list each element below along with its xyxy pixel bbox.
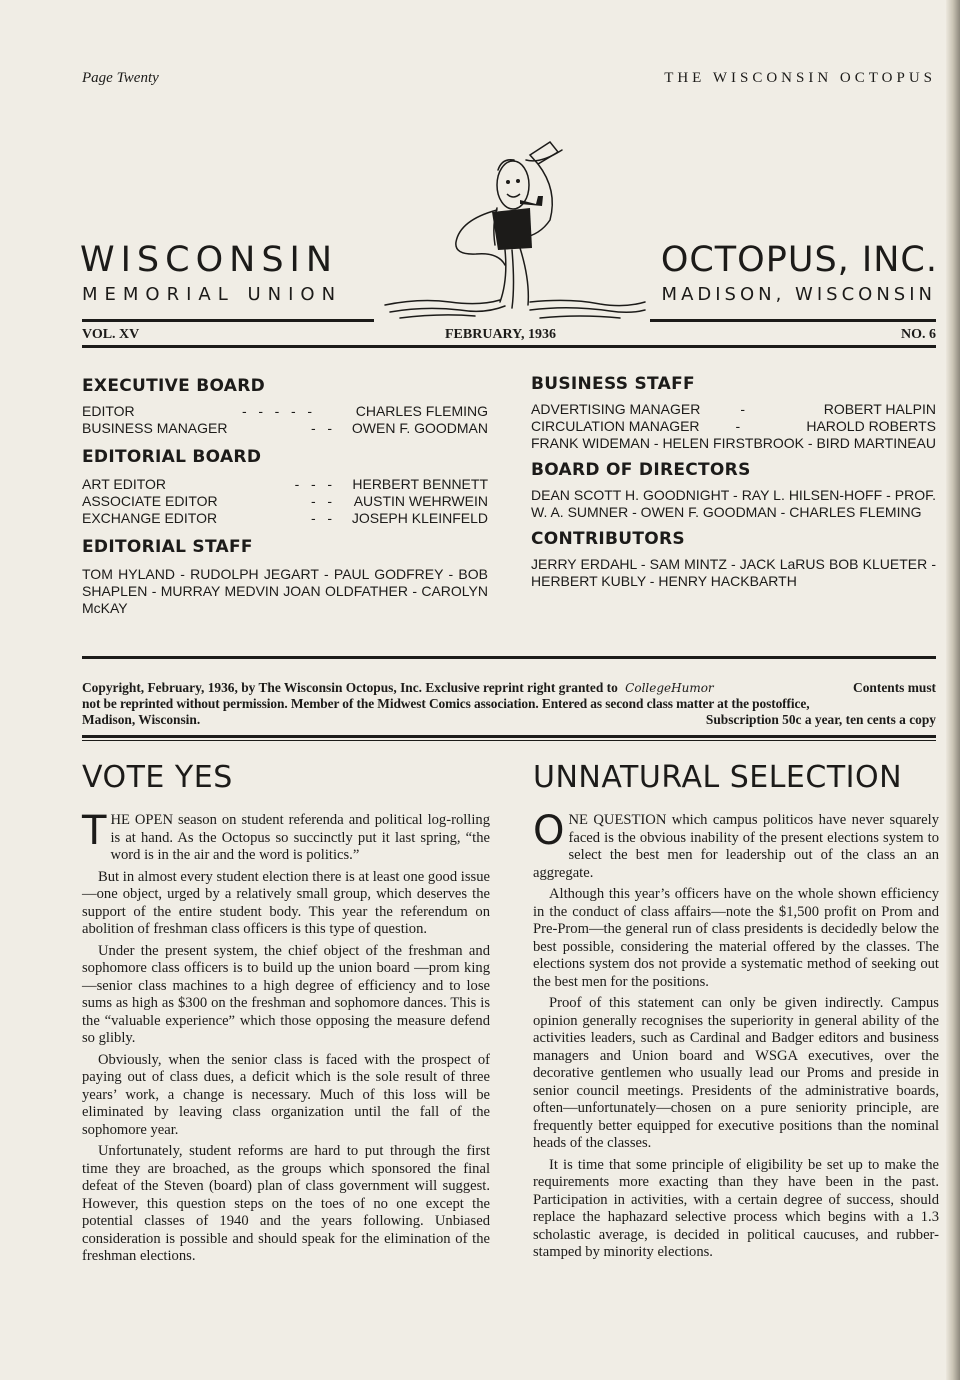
article-paragraph: Although this year’s officers have on the whole shown efficiency in the conduct of class affairs—note the $1,500 profit on Prom and Pre-Prom—the general run of class presidents is decidedly below the best possible, considering the material offered by the classes. The elections system dos not provide a systematic method of seeking out the best men for the positions. bbox=[533, 886, 939, 990]
staff-title: EDITOR bbox=[82, 403, 135, 419]
staff-dashes: - bbox=[740, 401, 745, 417]
article-paragraph: Proof of this statement can only be given indirectly. Campus opinion generally recognises the superiority in general ability of the activities leaders, such as Cardinal and Badger editors and business managers and Union board and WSGA executives, over the decorative gentlemen who usually lead our Proms and preside in senior council meetings. Presidents of the administrative boards, often—unfortunately—chosen on a pure seniority principle, are frequently better equipped for executive positions than the nominal heads of the classes. bbox=[533, 995, 939, 1151]
octopus-mascot-illustration bbox=[380, 130, 650, 325]
masthead-octopus-inc: OCTOPUS, INC. bbox=[660, 240, 938, 280]
staff-name: CHARLES FLEMING bbox=[355, 403, 488, 419]
board-of-directors-names: DEAN SCOTT H. GOODNIGHT - RAY L. HILSEN-HOFF - PROF. W. A. SUMNER - OWEN F. GOODMAN - CHARLES FLEMING bbox=[531, 487, 936, 520]
staff-row bbox=[82, 403, 488, 420]
copyright-notice bbox=[82, 680, 936, 728]
staff-title: EXCHANGE EDITOR bbox=[82, 510, 218, 526]
article-paragraph: But in almost every student election there is at least one good issue—one object, urged by a relatively small group, which deserves the support of the entire student body. This year the referendum on abolition of freshman class officers is this type of question. bbox=[82, 868, 490, 937]
dropcap: O bbox=[533, 808, 565, 854]
issue-date: FEBRUARY, 1936 bbox=[445, 327, 557, 342]
staff-title: CIRCULATION MANAGER bbox=[531, 418, 700, 434]
staff-title: ART EDITOR bbox=[82, 476, 167, 492]
masthead-wisconsin: WISCONSIN bbox=[80, 240, 339, 280]
copyright-line-1: Copyright, February, 1936, by The Wisconsin Octopus, Inc. Exclusive reprint right granted to bbox=[82, 680, 618, 695]
article-body-unnatural-selection bbox=[533, 808, 939, 1266]
staff-name: OWEN F. GOODMAN bbox=[351, 420, 488, 436]
article-title-unnatural-selection: UNNATURAL SELECTION bbox=[533, 760, 903, 795]
volume: VOL. XV bbox=[82, 327, 140, 342]
editorial-staff-heading: EDITORIAL STAFF bbox=[82, 537, 253, 557]
staff-row bbox=[82, 493, 488, 510]
staff-dashes: - - bbox=[311, 510, 332, 526]
article-body-vote-yes bbox=[82, 808, 490, 1270]
masthead-madison-wisconsin: MADISON, WISCONSIN bbox=[661, 284, 936, 305]
staff-name: AUSTIN WEHRWEIN bbox=[353, 493, 488, 509]
board-of-directors-heading: BOARD OF DIRECTORS bbox=[531, 460, 751, 480]
staff-row bbox=[531, 401, 936, 418]
staff-name: ROBERT HALPIN bbox=[823, 401, 936, 417]
dropcap: T bbox=[82, 808, 107, 854]
article-paragraph: It is time that some principle of eligibility be set up to make the requirements more exacting than they have been in the past. Participation in activities, with a certain degree of success, should replace the haphazard selective process which begins with a 1.3 scholastic average, is decided in political caucuses, and rubber-stamped by minority elections. bbox=[533, 1156, 939, 1260]
article-paragraph: Unfortunately, student reforms are hard to put through the first time they are broached, as the groups which sponsored the final defeat of the Steven (board) plan of class government will suggest. However, this question steps on the toes of no one except the potential classes of 1940 and the years following. Unbiased consideration is possible and should speak for the elimination of the freshman elections. bbox=[82, 1143, 490, 1264]
copyright-line-2: not be reprinted without permission. Member of the Midwest Comics association. Entered as second class matter at the postoffice, bbox=[82, 696, 810, 711]
editorial-staff-names: TOM HYLAND - RUDOLPH JEGART - PAUL GODFREY - BOB SHAPLEN - MURRAY MEDVIN JOAN OLDFATHER - CAROLYN McKAY bbox=[82, 566, 488, 616]
article-paragraph: HE OPEN season on student referenda and political log-rolling is at hand. As the Octopus so succinctly put it last spring, “the word is in the air and the word is politics.” bbox=[110, 812, 490, 863]
staff-dashes: - - bbox=[311, 420, 332, 436]
masthead-memorial-union: MEMORIAL UNION bbox=[82, 284, 343, 305]
staff-title: BUSINESS MANAGER bbox=[82, 420, 228, 436]
page-number: Page Twenty bbox=[82, 70, 159, 86]
editorial-board-heading: EDITORIAL BOARD bbox=[82, 447, 262, 467]
staff-dashes: - - - - - bbox=[242, 403, 312, 419]
contributors-names: JERRY ERDAHL - SAM MINTZ - JACK LaRUS BOB KLUETER - HERBERT KUBLY - HENRY HACKBARTH bbox=[531, 556, 936, 589]
staff-row bbox=[82, 476, 488, 493]
article-paragraph: Under the present system, the chief object of the freshman and sophomore class officers is to build up the union board —prom king—senior class machines to a high degree of efficiency and to lose sums as high as $300 on the freshman and sophomore dances. This is the “valuable experience” which those opposing the measure defend so glibly. bbox=[82, 942, 490, 1046]
copyright-line-3: Madison, Wisconsin. bbox=[82, 712, 201, 727]
staff-row bbox=[531, 418, 936, 435]
business-staff-heading: BUSINESS STAFF bbox=[531, 374, 695, 394]
article-paragraph: Obviously, when the senior class is faced with the prospect of paying out of class dues, a deficit which is the sole result of three years’ work, a change is necessary. Much of this loss will be eliminated by leaving class organization until the fall of the sophomore year. bbox=[82, 1051, 490, 1138]
issue-number: NO. 6 bbox=[901, 327, 936, 342]
staff-row bbox=[82, 510, 488, 527]
staff-name: JOSEPH KLEINFELD bbox=[351, 510, 488, 526]
staff-title: ADVERTISING MANAGER bbox=[531, 401, 701, 417]
copyright-line-1-end: Contents must bbox=[853, 680, 936, 695]
subscription-info: Subscription 50c a year, ten cents a copy bbox=[705, 712, 936, 727]
staff-name: HAROLD ROBERTS bbox=[806, 418, 936, 434]
article-title-vote-yes: VOTE YES bbox=[82, 760, 233, 795]
staff-dashes: - bbox=[735, 418, 741, 434]
staff-name: HERBERT BENNETT bbox=[352, 476, 488, 492]
staff-right-column bbox=[531, 376, 936, 590]
contributors-heading: CONTRIBUTORS bbox=[531, 529, 685, 549]
article-paragraph: NE QUESTION which campus politicos have never squarely faced is the obvious inability of the present elections system to select the best men for leadership out of the class an an aggregate. bbox=[533, 812, 939, 881]
staff-dashes: - - - bbox=[294, 476, 332, 492]
page-edge bbox=[946, 0, 960, 1380]
staff-left-column bbox=[82, 378, 488, 617]
executive-board-heading: EXECUTIVE BOARD bbox=[82, 376, 266, 396]
collegehumor-logo: CollegeHumor bbox=[625, 681, 714, 695]
business-staff-names: FRANK WIDEMAN - HELEN FIRSTBROOK - BIRD MARTINEAU bbox=[531, 435, 936, 451]
staff-dashes: - - bbox=[311, 493, 332, 509]
staff-row bbox=[82, 420, 488, 437]
publication-name: THE WISCONSIN OCTOPUS bbox=[664, 70, 936, 86]
staff-title: ASSOCIATE EDITOR bbox=[82, 493, 218, 509]
